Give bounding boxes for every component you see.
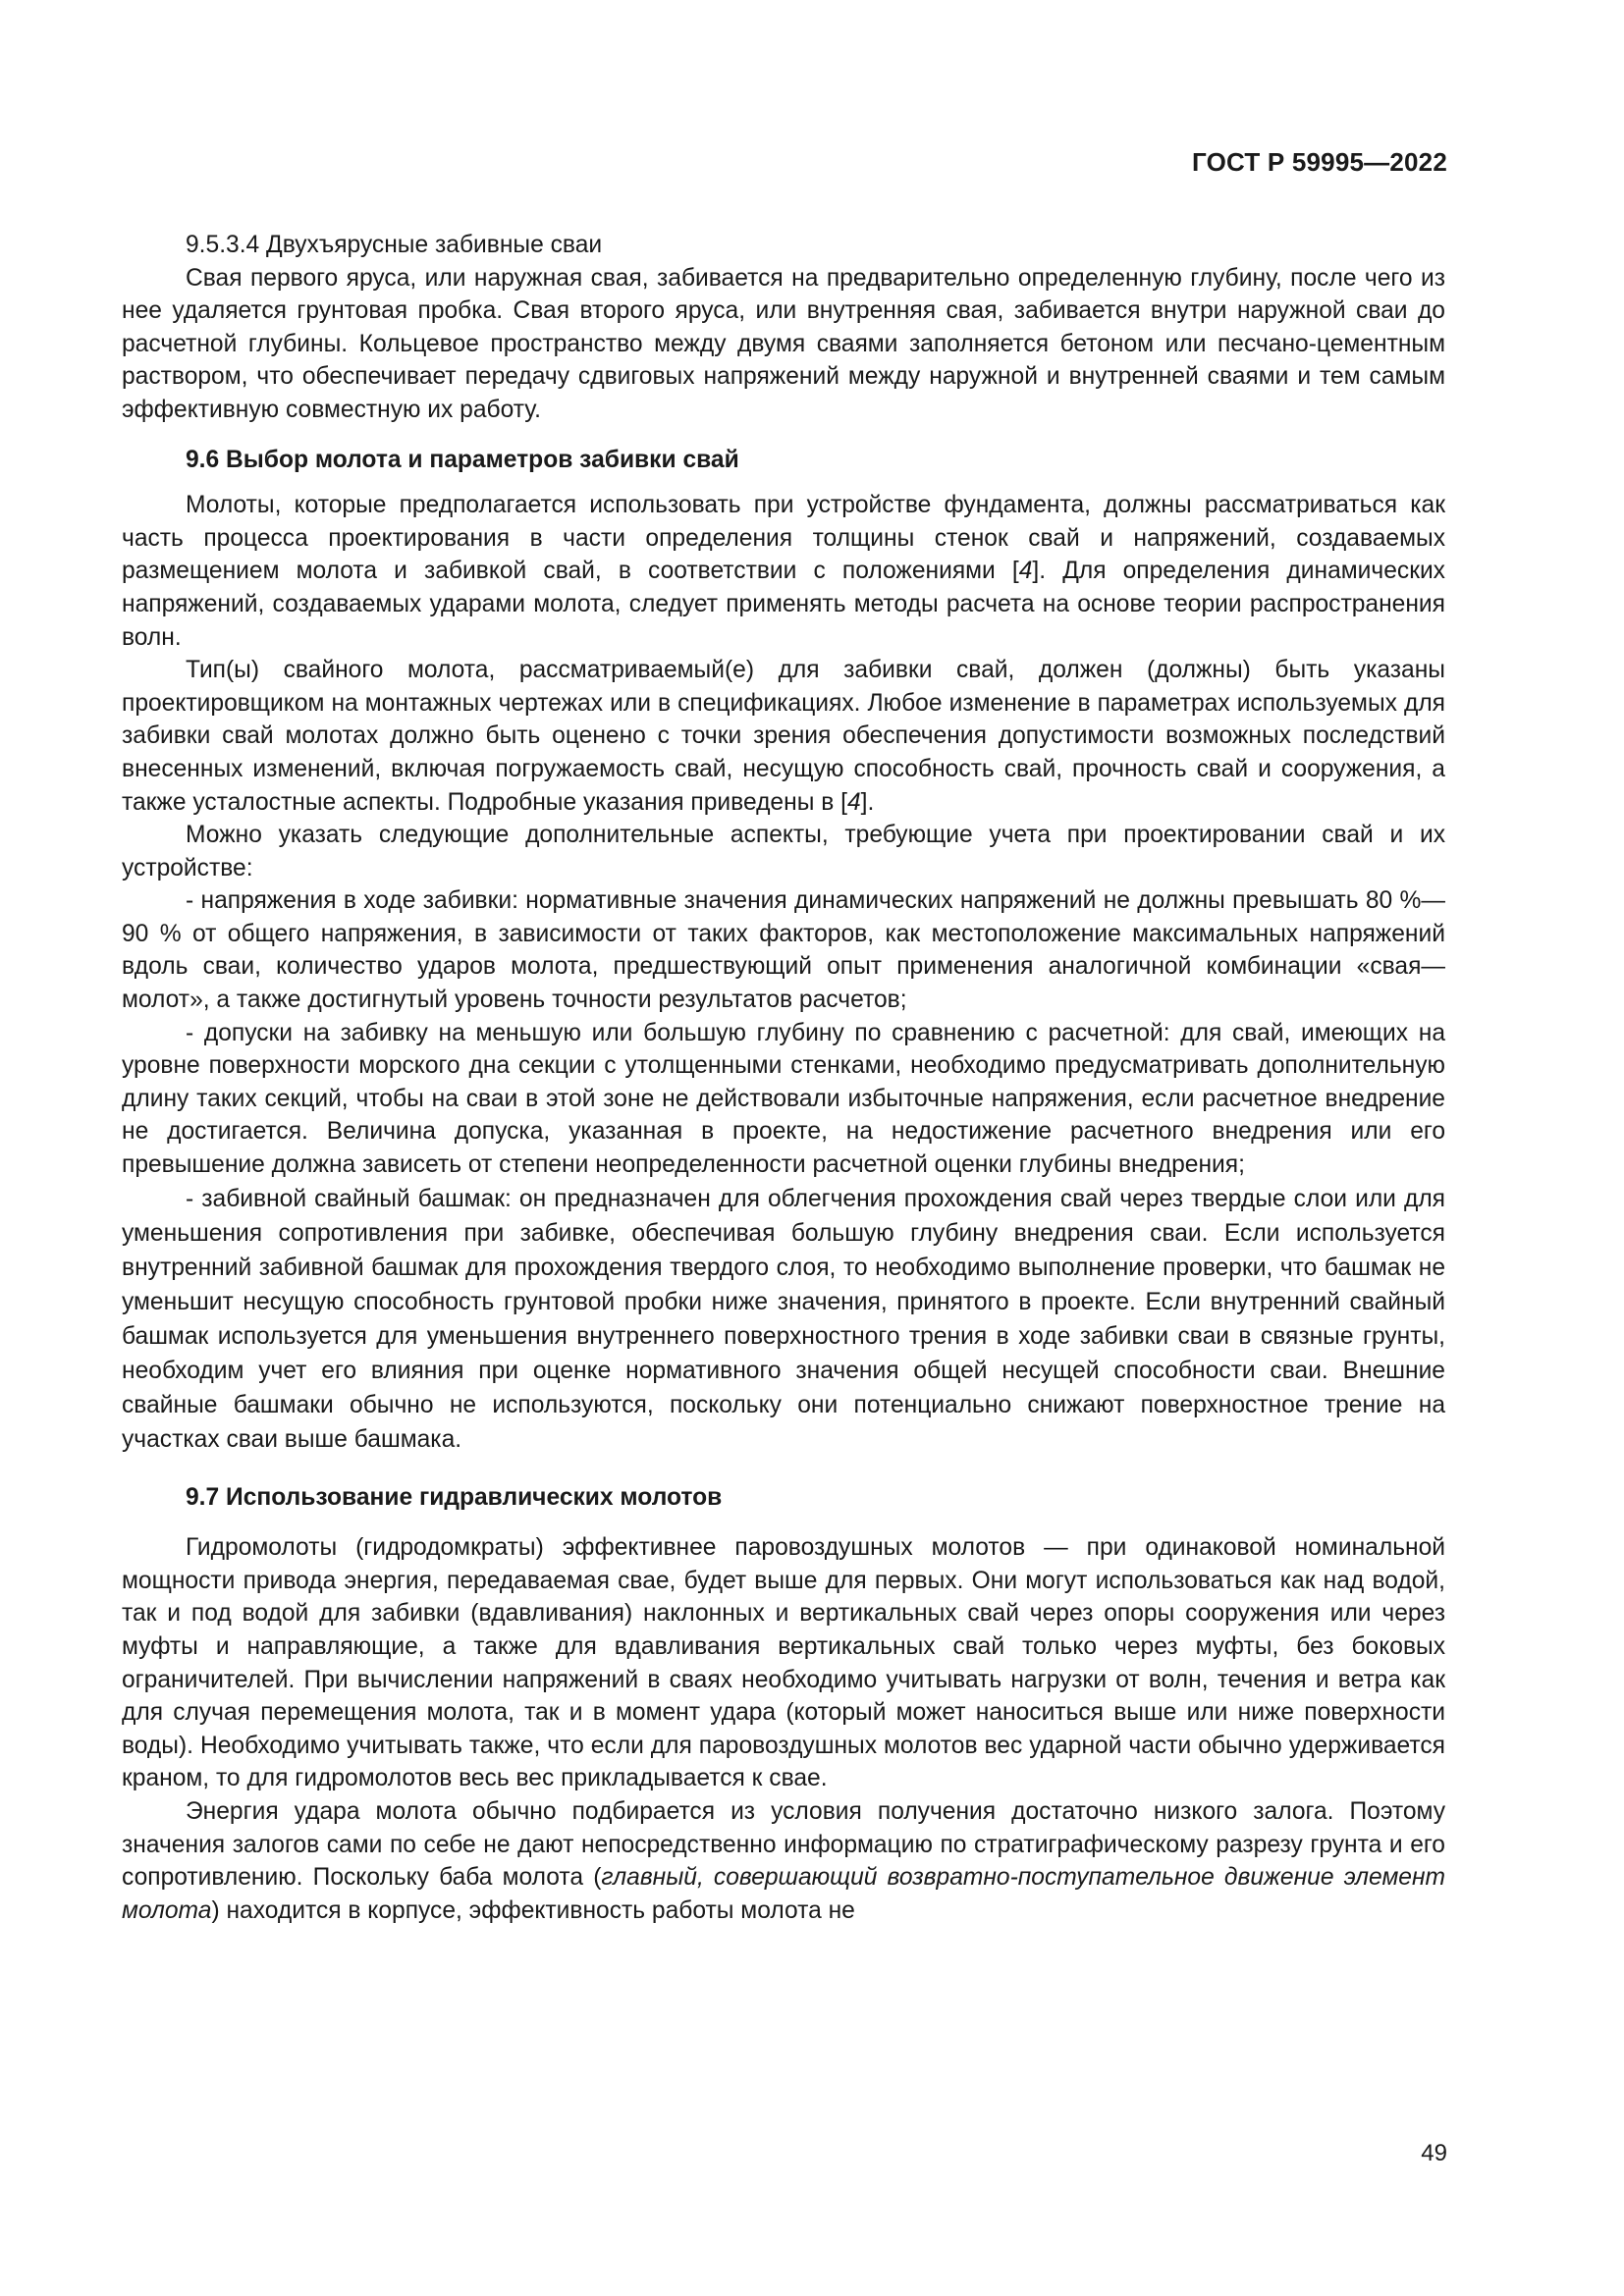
text-run: ]. Для определения динамических напряжений, создаваемых ударами молота, следует применять методы расчета на основе теории распространения волн.: [122, 558, 1445, 651]
italic-definition: главный, совершающий возвратно-поступательное движение элемент молота: [122, 1864, 1446, 1924]
document-header: ГОСТ Р 59995—2022: [1192, 147, 1447, 177]
document-body: [122, 229, 1445, 1927]
paragraph: Гидромолоты (гидродомкраты) эффективнее паровоздушных молотов — при одинаковой номинальной мощности привода энергия, передаваемая свае, будет выше для первых. Они могут использоваться как над водой, так и под водой для забивки (вдавливания) наклонных и вертикальных свай через опоры сооружения или через муфты и направляющие, а также для вдавливания вертикальных свай только через муфты, без боковых ограничителей. При вычислении напряжений в сваях необходимо учитывать нагрузки от волн, течения и ветра как для случая перемещения молота, так и в момент удара (который может наноситься выше или ниже поверхности воды). Необходимо учитывать также, что если для паровоздушных молотов вес ударной части обычно удерживается краном, то для гидромолотов весь вес прикладывается к свае.: [122, 1534, 1445, 1792]
text-run: Тип(ы) свайного молота, рассматриваемый(е) для забивки свай, должен (должны) быть указаны проектировщиком на монтажных чертежах или в спецификациях. Любое изменение в параметрах используемых для забивки свай молотах должно быть оценено с точки зрения обеспечения допустимости возможных последствий внесенных изменений, включая погружаемость свай, несущую способность свай, прочность свай и сооружения, а также усталостные аспекты. Подробные указания приведены в [: [122, 657, 1445, 816]
paragraph: Можно указать следующие дополнительные аспекты, требующие учета при проектировании свай и их устройстве:: [122, 822, 1445, 881]
paragraph: [122, 489, 1445, 654]
text-run: ) находится в корпусе, эффективность работы молота не: [211, 1896, 855, 1924]
paragraph: Свая первого яруса, или наружная свая, забивается на предварительно определенную глубину, после чего из нее удаляется грунтовая пробка. Свая второго яруса, или внутренняя свая, забивается внутри наружной сваи до расчетной глубины. Кольцевое пространство между двумя сваями заполняется бетоном или песчано-цементным раствором, что обеспечивает передачу сдвиговых напряжений между наружной и внутренней сваями и тем самым эффективную совместную их работу.: [122, 264, 1445, 423]
section-heading-9-6: 9.6 Выбор молота и параметров забивки свай: [186, 446, 739, 473]
text-run: Энергия удара молота обычно подбирается из условия получения достаточно низкого залога. Поэтому значения залогов сами по себе не дают непосредственно информацию по стратиграфическому разрезу грунта и его сопротивлению. Поскольку баба молота (: [122, 1797, 1445, 1892]
list-item: - допуски на забивку на меньшую или большую глубину по сравнению с расчетной: для свай, имеющих на уровне поверхности морского дна секции с утолщенными стенками, необходимо предусматривать дополнительную длину таких секций, чтобы на сваи в этой зоне не действовали избыточные напряжения, если расчетное внедрение не достигается. Величина допуска, указанная в проекте, на недостижение расчетного внедрения или его превышение должна зависеть от степени неопределенности расчетной оценки глубины внедрения;: [122, 1019, 1445, 1179]
paragraph: [122, 654, 1445, 819]
list-item: - напряжения в ходе забивки: нормативные значения динамических напряжений не должны превышать 80 %—90 % от общего напряжения, в зависимости от таких факторов, как местоположение максимальных напряжений вдоль сваи, количество ударов молота, предшествующий опыт применения аналогичной комбинации «свая—молот», а также достигнутый уровень точности результатов расчетов;: [122, 887, 1445, 1014]
text-run: Молоты, которые предполагается использовать при устройстве фундамента, должны рассматриваться как часть процесса проектирования в части определения толщины стенок свай и напряжений, создаваемых размещением молота и забивкой свай, в соответствии с положениями [: [122, 492, 1445, 585]
paragraph: [122, 1795, 1445, 1927]
page-number: 49: [1421, 2140, 1447, 2166]
reference-number: 4: [1018, 558, 1033, 585]
reference-number: 4: [846, 788, 861, 816]
text-run: ].: [860, 788, 875, 816]
section-heading-9-7: 9.7 Использование гидравлических молотов: [186, 1483, 723, 1511]
subsection-title-9-5-3-4: 9.5.3.4 Двухъярусные забивные сваи: [186, 232, 603, 258]
list-item: - забивной свайный башмак: он предназначен для облегчения прохождения свай через твердые слои или для уменьшения сопротивления при забивке, обеспечивая большую глубину внедрения сваи. Если используется внутренний забивной башмак для прохождения твердого слоя, то необходимо выполнение проверки, что башмак не уменьшит несущую способность грунтовой пробки ниже значения, принятого в проекте. Если внутренний свайный башмак используется для уменьшения внутреннего поверхностного трения в ходе забивки сваи в связные грунты, необходим учет его влияния при оценке нормативного значения общей несущей способности сваи. Внешние свайные башмаки обычно не используются, поскольку они потенциально снижают поверхностное трение на участках сваи выше башмака.: [122, 1185, 1445, 1453]
